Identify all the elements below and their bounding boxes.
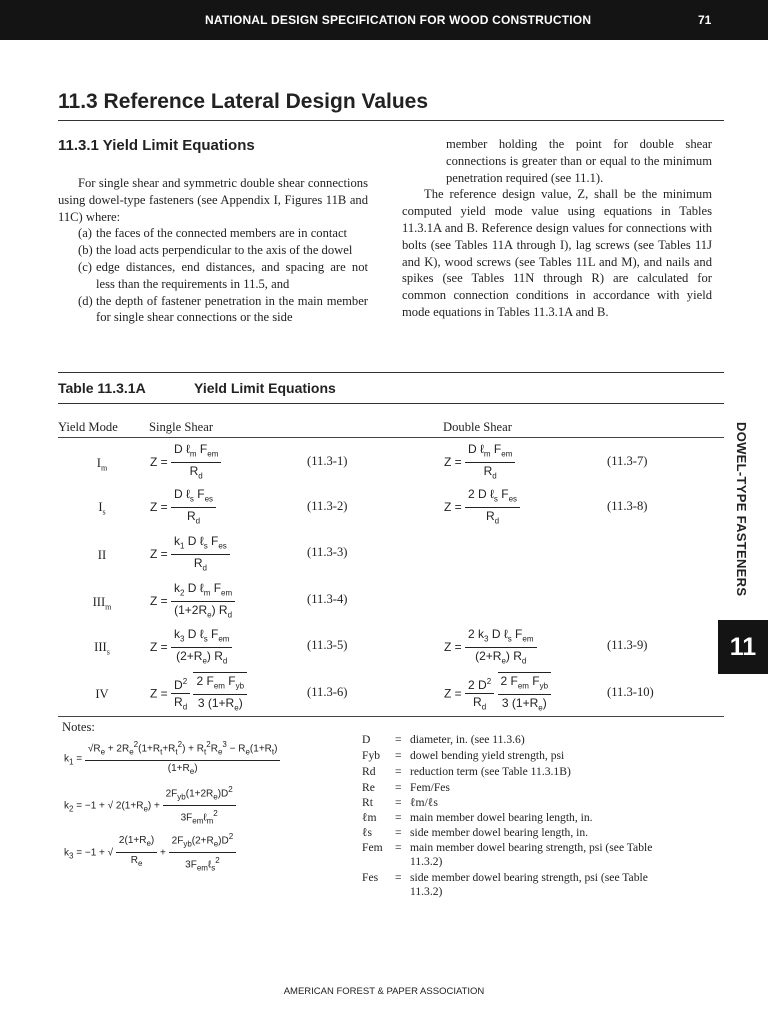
formula-double-is: Z = $\frac{2 D \ell_s F_{es}}{R_d}$ xyxy=(444,486,520,530)
equation-number: (11.3-1) xyxy=(307,454,348,468)
list-item: (c) edge distances, end distances, and spacing are not less than the requirements in 11.5, and xyxy=(78,259,368,291)
list-item: (b) the load acts perpendicular to the axis of the dowel xyxy=(78,243,353,258)
page-header xyxy=(0,0,768,40)
definition-item: Fes = side member dowel bearing strength, psi (see Table 11.3.2) xyxy=(362,871,648,898)
table-label: Table 11.3.1A xyxy=(58,380,146,396)
equation-number: (11.3-3) xyxy=(307,545,348,559)
equation-number: (11.3-5) xyxy=(307,638,348,652)
formula-single-iv: Z = $\frac{D^2}{R_d}$ $\frac{2 F_{em} F_{yb}}{3 (1+R_e)}$ xyxy=(150,672,247,717)
formula-single-ii: Z = $\frac{k_1 D \ell_s F_{es}}{R_d}$ xyxy=(150,533,230,577)
yield-mode-label: $III_s$ xyxy=(94,640,110,657)
definition-item: Rd = reduction term (see Table 11.3.1B) xyxy=(362,765,571,778)
equation-number: (11.3-9) xyxy=(607,638,648,652)
chapter-tab: 11 xyxy=(718,620,768,674)
column-header-double-shear: Double Shear xyxy=(443,420,512,434)
table-top-rule xyxy=(58,372,724,373)
intro-paragraph: For single shear and symmetric double shear connections using dowel-type fasteners (see Appendix I, Figures 11B and 11C) where: xyxy=(58,176,368,224)
formula-single-is: Z = $\frac{D \ell_s F_{es}}{R_d}$ xyxy=(150,486,216,530)
table-caption: Yield Limit Equations xyxy=(194,380,336,396)
list-item: (d) the depth of fastener penetration in the main member for single shear connections or the side xyxy=(78,293,368,325)
right-column xyxy=(402,136,712,321)
definition-item: Fyb = dowel bending yield strength, psi xyxy=(362,749,565,762)
equation-number: (11.3-8) xyxy=(607,499,648,513)
definition-item: ℓs = side member dowel bearing length, in. xyxy=(362,826,589,839)
yield-mode-label: IV xyxy=(95,687,109,701)
continuation-paragraph: member holding the point for double shear connections is greater than or equal to the minimum penetration required (see 11.1). xyxy=(446,137,712,185)
reference-paragraph: The reference design value, Z, shall be the minimum computed yield mode value using equations in Tables 11.3.1A and B. Reference design values for connections with bolts (see Tables 11A through I), lag screws (see Tables 11J and K), wood screws (see Tables 11L and M), and nails and spikes (see Tables 11N through R) are calculated for common connection conditions in accordance with yield mode equations in Tables 11.3.1A and B. xyxy=(402,187,712,319)
subsection-title: 11.3.1 Yield Limit Equations xyxy=(58,137,255,154)
definition-item: Fem = main member dowel bearing strength, psi (see Table 11.3.2) xyxy=(362,841,653,868)
definition-item: ℓm = main member dowel bearing length, in. xyxy=(362,811,593,824)
section-rule xyxy=(58,120,724,121)
yield-mode-label: $III_m$ xyxy=(92,595,112,612)
section-title: 11.3 Reference Lateral Design Values xyxy=(58,90,429,113)
equation-number: (11.3-7) xyxy=(607,454,648,468)
equation-number: (11.3-2) xyxy=(307,499,348,513)
notes-label: Notes: xyxy=(62,720,95,734)
formula-double-im: Z = $\frac{D \ell_m F_{em}}{R_d}$ xyxy=(444,441,515,485)
left-column xyxy=(58,175,368,326)
k2-formula: $k_2 = -1$ + √ $2(1+R_e)$ + $\frac{2F_{yb}(1+2R_e)D^2}{3F_{em}\ell_m^2}$ xyxy=(64,782,236,830)
side-tab xyxy=(727,422,767,602)
list-item: (a) the faces of the connected members are in contact xyxy=(78,226,348,241)
formula-single-iiim: Z = $\frac{k_2 D \ell_m F_{em}}{(1+2R_e) R_d}$ xyxy=(150,580,235,624)
equation-number: (11.3-10) xyxy=(607,685,654,699)
formula-single-iiis: Z = $\frac{k_3 D \ell_s F_{em}}{(2+R_e) R_d}$ xyxy=(150,626,232,670)
formula-single-im: Z = $\frac{D \ell_m F_{em}}{R_d}$ xyxy=(150,441,221,485)
column-header-single-shear: Single Shear xyxy=(149,420,214,434)
table-title-rule xyxy=(58,403,724,404)
side-tab-label: DOWEL-TYPE FASTENERS xyxy=(734,422,749,597)
k3-formula: $k_3 = -1$ + √ $\frac{2(1+R_e)}{R_e}$ + $\frac{2F_{yb}(2+R_e)D^2}{3F_{em}\ell_s^2}$ xyxy=(64,829,236,877)
definition-item: Re = Fem/Fes xyxy=(362,781,450,794)
yield-mode-label: $I_s$ xyxy=(98,500,106,517)
definition-item: Rt = ℓm/ℓs xyxy=(362,796,438,809)
header-title: NATIONAL DESIGN SPECIFICATION FOR WOOD CONSTRUCTION xyxy=(205,13,592,27)
yield-mode-label: $I_m$ xyxy=(96,456,108,473)
header-rule xyxy=(58,437,724,438)
yield-mode-label: II xyxy=(97,548,107,562)
page-number: 71 xyxy=(698,13,712,27)
k1-formula: $k_1$ = $\frac{√R_e + 2R_e^2(1+R_t+R_t^2) + R_t^2R_e^3 - R_e(1+R_t)}{(1+R_e)}$ xyxy=(64,737,280,780)
column-header-yield-mode: Yield Mode xyxy=(58,420,118,434)
table-bottom-rule xyxy=(58,716,724,717)
formula-double-iv: Z = $\frac{2 D^2}{R_d}$ $\frac{2 F_{em} F_{yb}}{3 (1+R_e)}$ xyxy=(444,672,551,717)
equation-number: (11.3-4) xyxy=(307,592,348,606)
definition-item: D = diameter, in. (see 11.3.6) xyxy=(362,733,525,746)
table-title xyxy=(58,380,336,396)
formula-double-iiis: Z = $\frac{2 k_3 D \ell_s F_{em}}{(2+R_e) R_d}$ xyxy=(444,626,537,670)
equation-number: (11.3-6) xyxy=(307,685,348,699)
page-footer: AMERICAN FOREST & PAPER ASSOCIATION xyxy=(283,986,485,997)
